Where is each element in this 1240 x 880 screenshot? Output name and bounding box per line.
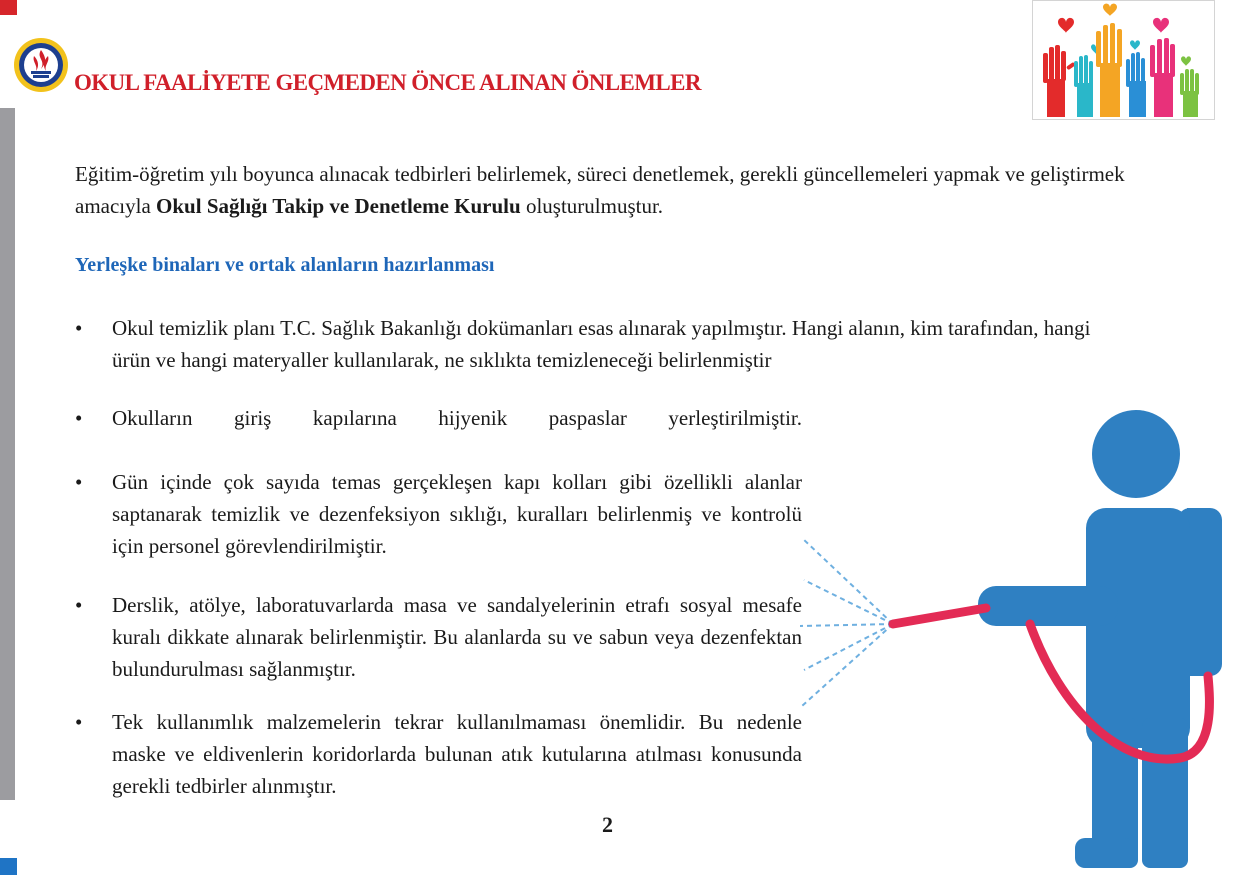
page-number: 2 [602,812,613,837]
corner-accent-red [0,0,17,15]
bullet-marker: • [75,593,83,617]
bullet-marker: • [75,316,83,340]
bullet-marker: • [75,406,83,430]
committee-name: Okul Sağlığı Takip ve Denetleme Kurulu [156,194,521,218]
school-emblem-icon [12,36,70,94]
bullet-marker: • [75,710,83,734]
bullet-text: Derslik, atölye, laboratuvarlarda masa ve sandalyelerinin etrafı sosyal mesafe kuralı dikkate alınarak belirlenmiştir. Bu alanlarda su ve sabun veya dezenfektan bulundurulması sağlanmıştır. [112,593,802,681]
bullet-text: Tek kullanımlık malzemelerin tekrar kullanılmaması önemlidir. Bu nedenle maske ve eldivenlerin koridorlarda bulunan atık kutularına atılması konusunda gerekli tedbirler alınmıştır. [112,710,802,798]
page-title: OKUL FAALİYETE GEÇMEDEN ÖNCE ALINAN ÖNLEMLER [74,70,701,95]
disinfectant-sprayer-person-icon [790,408,1240,875]
section-heading: Yerleşke binaları ve ortak alanların hazırlanması [75,254,495,276]
intro-paragraph [75,158,1175,222]
bullet-text: Okul temizlik planı T.C. Sağlık Bakanlığı dokümanları esas alınarak yapılmıştır. Hangi alanın, kim tarafından, hangi ürün ve hangi materyaller kullanılarak, ne sıklıkta temizleneceği belirlenmiştir [112,316,1091,372]
bullet-text: Gün içinde çok sayıda temas gerçekleşen kapı kolları gibi özellikli alanlar saptanarak temizlik ve dezenfeksiyon sıklığı, kuralları belirlenmiş ve kontrolü için personel görevlendirilmiştir. [112,470,802,558]
side-accent-bar [0,108,15,800]
corner-accent-blue [0,858,17,875]
intro-text-before: Eğitim-öğretim yılı boyunca alınacak tedbirleri belirlemek, süreci denetlemek, gerekli güncellemeleri yapmak ve geliştirmek amacıyla [75,162,1125,218]
bullet-marker: • [75,470,83,494]
raised-hands-hearts-icon [1032,0,1215,120]
intro-text-after: oluşturulmuştur. [520,194,664,218]
bullet-text: Okulların giriş kapılarına hijyenik paspaslar yerleştirilmiştir. [112,406,802,430]
